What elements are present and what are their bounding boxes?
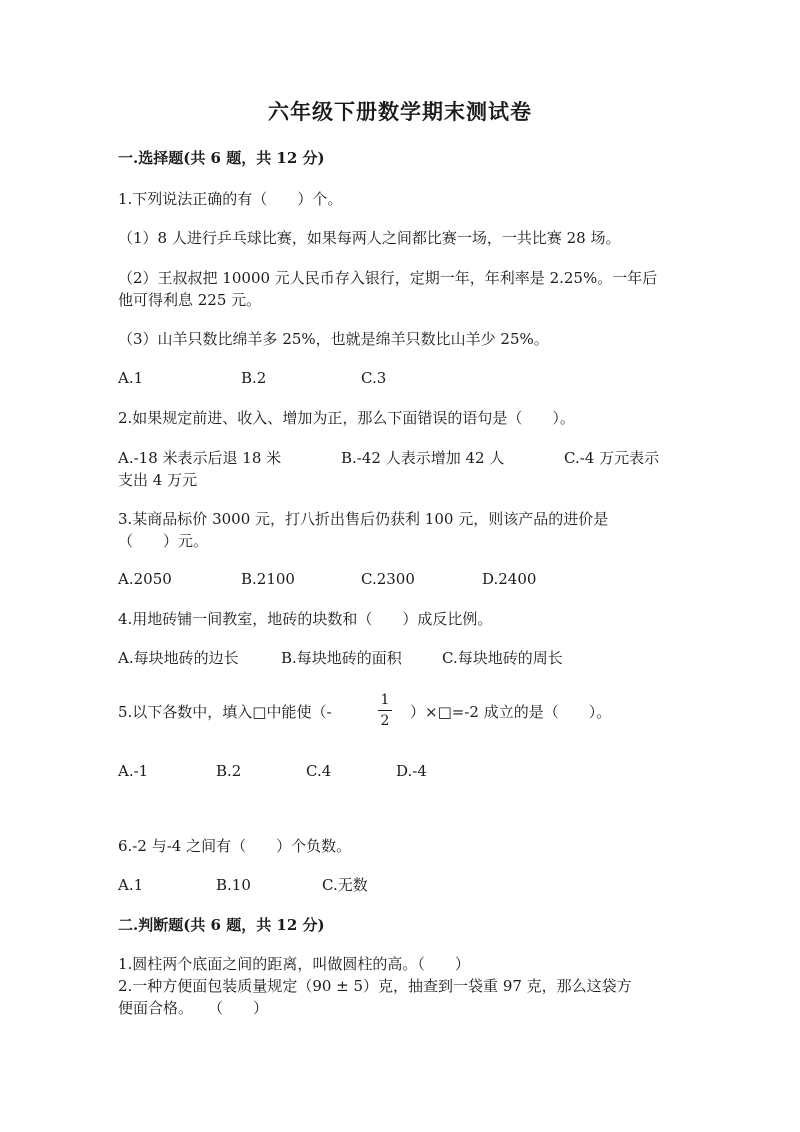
question-2-option-a: A.-18 米表示后退 18 米: [118, 449, 282, 467]
question-4-option-c: C.每块地砖的周长: [442, 649, 563, 667]
question-4-option-b: B.每块地砖的面积: [281, 649, 402, 667]
question-3-stem: 3.某商品标价 3000 元，打八折出售后仍获利 100 元，则该产品的进价是: [118, 510, 609, 528]
question-3-option-a: A.2050: [118, 570, 172, 588]
question-5-option-a: A.-1: [118, 762, 149, 780]
question-1-option-a: A.1: [118, 369, 144, 387]
fraction-denominator: 2: [380, 713, 390, 729]
question-6-option-b: B.10: [216, 876, 251, 894]
question-1-statement-1: （1）8 人进行乒乓球比赛，如果每两人之间都比赛一场，一共比赛 28 场。: [118, 229, 621, 247]
question-3-option-d: D.2400: [482, 570, 537, 588]
question-5-option-d: D.-4: [396, 762, 427, 780]
question-4-option-a: A.每块地砖的边长: [118, 649, 239, 667]
question-1-option-c: C.3: [361, 369, 387, 387]
question-5-stem-part-2: ）×□=-2 成立的是（ ）。: [410, 703, 612, 721]
question-5-option-c: C.4: [306, 762, 332, 780]
question-2-stem: 2.如果规定前进、收入、增加为正，那么下面错误的语句是（ ）。: [118, 409, 575, 427]
question-2-option-b: B.-42 人表示增加 42 人: [341, 449, 505, 467]
section-heading-judgement: 二.判断题(共 6 题，共 12 分): [118, 916, 325, 934]
question-3-option-c: C.2300: [361, 570, 415, 588]
question-6-stem: 6.-2 与-4 之间有（ ）个负数。: [118, 837, 352, 855]
question-5-stem-part-1: 5.以下各数中，填入□中能使（-: [118, 703, 332, 721]
section-heading-choice: 一.选择题(共 6 题，共 12 分): [118, 149, 325, 167]
question-1-option-b: B.2: [241, 369, 267, 387]
question-1-statement-2: （2）王叔叔把 10000 元人民币存入银行，定期一年，年利率是 2.25%。一年后: [118, 269, 658, 287]
question-2-option-c: C.-4 万元表示: [564, 449, 660, 467]
question-5-option-b: B.2: [216, 762, 242, 780]
question-1-statement-3: （3）山羊只数比绵羊多 25%，也就是绵羊只数比山羊少 25%。: [118, 330, 549, 348]
question-1-stem: 1.下列说法正确的有（ ）个。: [118, 190, 343, 208]
question-6-option-a: A.1: [118, 876, 144, 894]
question-1-statement-2-cont: 他可得利息 225 元。: [118, 291, 262, 309]
fraction-one-half: [375, 692, 395, 729]
question-2-option-c-cont: 支出 4 万元: [118, 471, 198, 489]
fraction-numerator: 1: [380, 692, 390, 708]
question-4-stem: 4.用地砖铺一间教室，地砖的块数和（ ）成反比例。: [118, 610, 493, 628]
judgement-2-stem-cont: 便面合格。 （ ）: [118, 999, 269, 1017]
question-3-option-b: B.2100: [241, 570, 295, 588]
question-6-option-c: C.无数: [322, 876, 368, 894]
page-title: 六年级下册数学期末测试卷: [268, 99, 532, 124]
judgement-2-stem: 2.一种方便面包装质量规定（90 ± 5）克，抽查到一袋重 97 克，那么这袋方: [118, 977, 632, 995]
question-3-stem-cont: （ ）元。: [118, 532, 209, 550]
judgement-1-stem: 1.圆柱两个底面之间的距离，叫做圆柱的高。（ ）: [118, 955, 470, 973]
fraction-bar: [378, 710, 392, 711]
